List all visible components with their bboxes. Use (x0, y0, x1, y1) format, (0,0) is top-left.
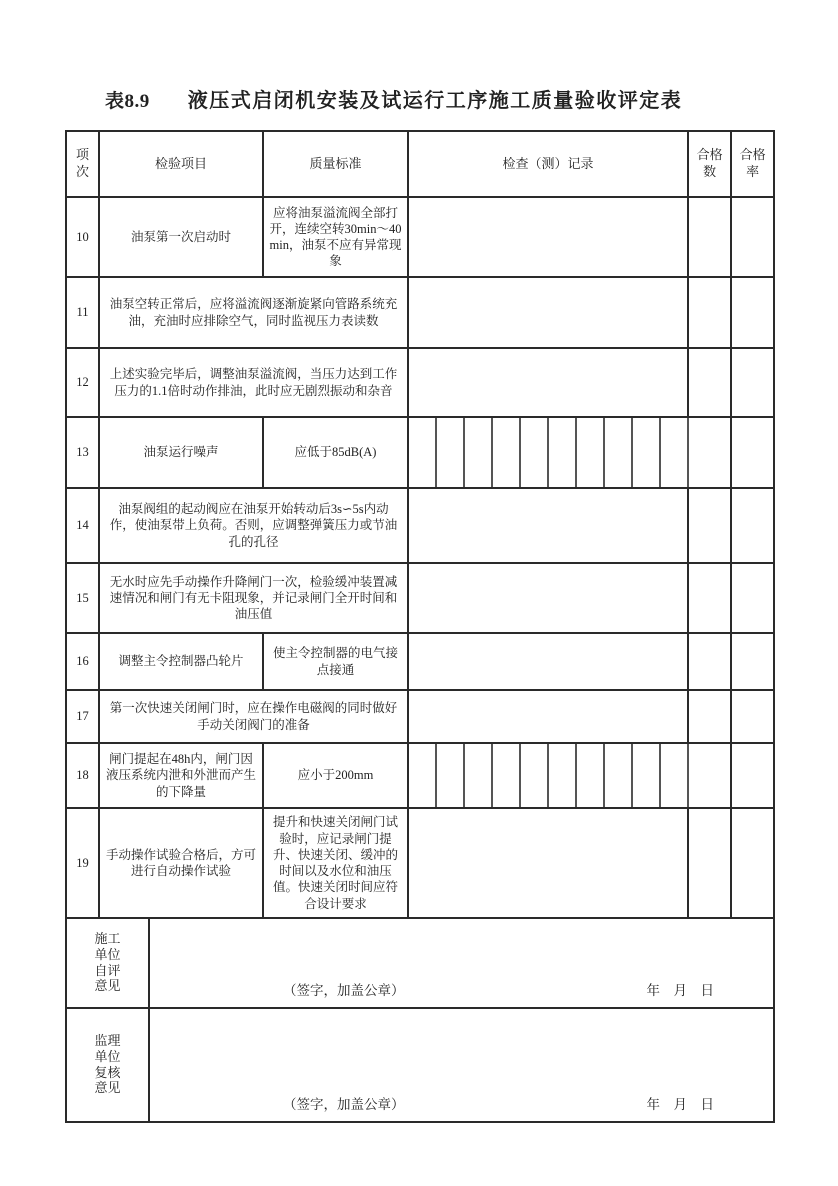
supervisor-opinion-content-cell[interactable] (149, 1008, 774, 1122)
row-number: 17 (66, 690, 99, 743)
row-number: 11 (66, 277, 99, 348)
table-row-12 (66, 348, 774, 417)
row-number: 18 (66, 743, 99, 808)
row-number: 10 (66, 197, 99, 277)
table-title: 液压式启闭机安装及试运行工序施工质量验收评定表 (187, 90, 683, 112)
record-sub-cell[interactable] (604, 417, 632, 488)
evaluation-table-wrapper (65, 130, 773, 1123)
row-number: 13 (66, 417, 99, 488)
record-sub-cell[interactable] (492, 743, 520, 808)
record-sub-cell[interactable] (520, 417, 548, 488)
qualified-count-cell[interactable] (688, 633, 731, 690)
record-sub-cell[interactable] (464, 743, 492, 808)
page-title (105, 84, 682, 113)
table-row-16 (66, 633, 774, 690)
qualified-count-cell[interactable] (688, 690, 731, 743)
qualified-rate-cell[interactable] (731, 633, 774, 690)
header-qualified-rate-label: 合格率 (739, 147, 766, 179)
record-sub-cell[interactable] (436, 417, 464, 488)
inspection-record-cell[interactable] (408, 488, 688, 563)
contractor-opinion-label: 施工单位自评意见 (94, 931, 121, 994)
record-sub-cell[interactable] (436, 743, 464, 808)
table-number: 表8.9 (105, 91, 150, 112)
row-number: 19 (66, 808, 99, 918)
table-row-18 (66, 743, 774, 808)
header-qualified-rate (731, 131, 774, 197)
inspection-item-cell: 闸门提起在48h内，闸门因液压系统内泄和外泄而产生的下降量 (99, 743, 263, 808)
qualified-count-cell[interactable] (688, 743, 731, 808)
table-row-10 (66, 197, 774, 277)
record-sub-cell[interactable] (576, 417, 604, 488)
header-row (66, 131, 774, 197)
header-inspection-record: 检查（测）记录 (408, 131, 688, 197)
inspection-record-cell[interactable] (408, 197, 688, 277)
quality-standard-cell: 提升和快速关闭闸门试验时，应记录闸门提升、快速关闭、缓冲的时间以及水位和油压值。快速关闭时间应符合设计要求 (263, 808, 408, 918)
qualified-count-cell[interactable] (688, 417, 731, 488)
qualified-rate-cell[interactable] (731, 563, 774, 633)
merged-item-standard-cell: 油泵阀组的起动阀应在油泵开始转动后3s∽5s内动作，使油泵带上负荷。否则，应调整弹簧压力或节油孔的孔径 (99, 488, 408, 563)
record-sub-cell[interactable] (408, 417, 436, 488)
date-placeholder: 年 月 日 (646, 983, 714, 999)
record-sub-cell[interactable] (548, 743, 576, 808)
inspection-item-cell: 调整主令控制器凸轮片 (99, 633, 263, 690)
qualified-rate-cell[interactable] (731, 488, 774, 563)
record-sub-cell[interactable] (576, 743, 604, 808)
inspection-record-cell[interactable] (408, 633, 688, 690)
qualified-rate-cell[interactable] (731, 808, 774, 918)
inspection-record-cell[interactable] (408, 690, 688, 743)
record-sub-cell[interactable] (632, 417, 660, 488)
signature-seal-hint: （签字，加盖公章） (283, 1097, 405, 1113)
contractor-opinion-label-cell (66, 918, 149, 1008)
contractor-opinion-content-cell[interactable] (149, 918, 774, 1008)
contractor-self-assessment-row (66, 918, 774, 1008)
quality-standard-cell: 使主令控制器的电气接点接通 (263, 633, 408, 690)
record-sub-cell[interactable] (548, 417, 576, 488)
qualified-count-cell[interactable] (688, 808, 731, 918)
quality-standard-cell: 应小于200mm (263, 743, 408, 808)
merged-item-standard-cell: 无水时应先手动操作升降闸门一次，检验缓冲装置减速情况和闸门有无卡阻现象，并记录闸门全开时间和油压值 (99, 563, 408, 633)
supervisor-opinion-area (153, 1010, 770, 1120)
qualified-rate-cell[interactable] (731, 690, 774, 743)
evaluation-table (65, 130, 775, 919)
inspection-record-cell[interactable] (408, 277, 688, 348)
quality-standard-cell: 应低于85dB(A) (263, 417, 408, 488)
inspection-item-cell: 油泵第一次启动时 (99, 197, 263, 277)
qualified-count-cell[interactable] (688, 563, 731, 633)
contractor-opinion-area (153, 920, 770, 1006)
qualified-rate-cell[interactable] (731, 743, 774, 808)
row-number: 14 (66, 488, 99, 563)
row-number: 16 (66, 633, 99, 690)
record-sub-cell[interactable] (632, 743, 660, 808)
qualified-count-cell[interactable] (688, 488, 731, 563)
table-row-19 (66, 808, 774, 918)
table-row-15 (66, 563, 774, 633)
signature-seal-hint: （签字，加盖公章） (283, 983, 405, 999)
supervisor-opinion-label-cell (66, 1008, 149, 1122)
supervisor-review-row (66, 1008, 774, 1122)
inspection-item-cell: 油泵运行噪声 (99, 417, 263, 488)
inspection-record-cell[interactable] (408, 563, 688, 633)
record-sub-cell[interactable] (492, 417, 520, 488)
table-row-13 (66, 417, 774, 488)
row-number: 15 (66, 563, 99, 633)
merged-item-standard-cell: 油泵空转正常后，应将溢流阀逐渐旋紧向管路系统充油，充油时应排除空气，同时监视压力表读数 (99, 277, 408, 348)
merged-item-standard-cell: 第一次快速关闭闸门时，应在操作电磁阀的同时做好手动关闭阀门的准备 (99, 690, 408, 743)
record-sub-cell[interactable] (660, 743, 688, 808)
signature-table (65, 917, 775, 1123)
merged-item-standard-cell: 上述实验完毕后，调整油泵溢流阀，当压力达到工作压力的1.1倍时动作排油，此时应无剧烈振动和杂音 (99, 348, 408, 417)
supervisor-opinion-label: 监理单位复核意见 (94, 1033, 121, 1096)
header-inspection-item: 检验项目 (99, 131, 263, 197)
header-qualified-count-label: 合格数 (696, 147, 723, 179)
qualified-rate-cell[interactable] (731, 197, 774, 277)
date-placeholder: 年 月 日 (646, 1097, 714, 1113)
record-sub-cell[interactable] (520, 743, 548, 808)
header-item-no: 项次 (66, 131, 99, 197)
qualified-rate-cell[interactable] (731, 277, 774, 348)
inspection-record-cell[interactable] (408, 808, 688, 918)
qualified-count-cell[interactable] (688, 197, 731, 277)
inspection-record-cell[interactable] (408, 348, 688, 417)
record-sub-cell[interactable] (408, 743, 436, 808)
table-row-17 (66, 690, 774, 743)
inspection-item-cell: 手动操作试验合格后，方可进行自动操作试验 (99, 808, 263, 918)
header-quality-standard: 质量标准 (263, 131, 408, 197)
record-sub-cell[interactable] (464, 417, 492, 488)
record-sub-cell[interactable] (604, 743, 632, 808)
qualified-rate-cell[interactable] (731, 348, 774, 417)
qualified-count-cell[interactable] (688, 348, 731, 417)
table-row-11 (66, 277, 774, 348)
table-row-14 (66, 488, 774, 563)
record-sub-cell[interactable] (660, 417, 688, 488)
quality-standard-cell: 应将油泵溢流阀全部打开，连续空转30min～40min，油泵不应有异常现象 (263, 197, 408, 277)
header-qualified-count (688, 131, 731, 197)
qualified-count-cell[interactable] (688, 277, 731, 348)
row-number: 12 (66, 348, 99, 417)
qualified-rate-cell[interactable] (731, 417, 774, 488)
